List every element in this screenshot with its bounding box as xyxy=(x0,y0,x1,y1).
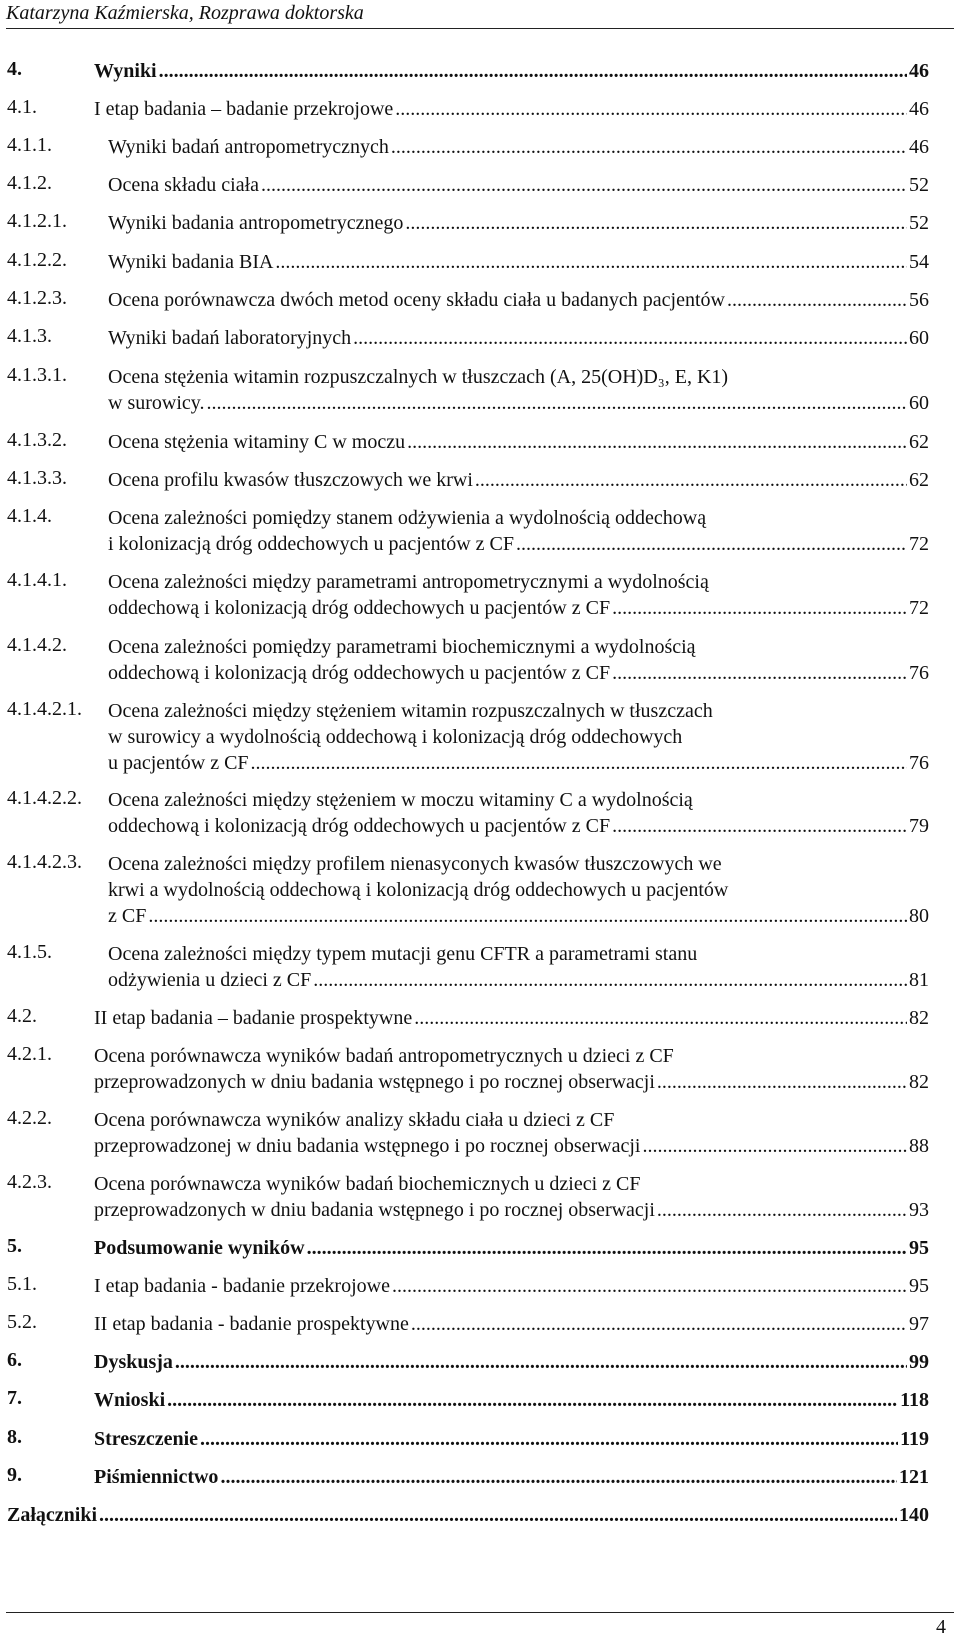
toc-entry-line: Podsumowanie wyników xyxy=(94,1237,305,1259)
toc-entry-number: 4.1.3.1. xyxy=(7,364,67,386)
toc-entry-title xyxy=(108,172,929,198)
toc-entry-number: 4.1.2.1. xyxy=(7,210,67,232)
toc-entry-title xyxy=(94,1426,929,1452)
toc-entry-line: Załączniki xyxy=(7,1504,98,1526)
toc-entry-title xyxy=(94,1311,929,1337)
toc-entry-line: I etap badania - badanie przekrojowe xyxy=(94,1275,390,1297)
toc-entry-line: Ocena zależności między typem mutacji genu CFTR a parametrami stanu xyxy=(108,943,698,965)
toc-entry-title xyxy=(94,1043,929,1095)
dot-leader xyxy=(407,429,907,455)
toc-entry-page: 80 xyxy=(909,905,929,927)
dot-leader xyxy=(392,1273,907,1299)
dot-leader xyxy=(353,325,907,351)
toc-entry-number: 7. xyxy=(7,1387,22,1409)
dot-leader xyxy=(612,660,907,686)
toc-entry-page: 56 xyxy=(909,289,929,311)
dot-leader xyxy=(642,1133,907,1159)
toc-entry-page: 99 xyxy=(909,1351,929,1373)
toc-entry-line: w surowicy. xyxy=(108,392,205,414)
toc-entry-page: 82 xyxy=(909,1071,929,1093)
toc-entry-page: 62 xyxy=(909,431,929,453)
toc-entry-title xyxy=(108,134,929,160)
toc-entry-number: 4.1.4.1. xyxy=(7,569,67,591)
toc-entry-line: Ocena zależności między stężeniem witamin rozpuszczalnych w tłuszczach xyxy=(108,700,713,722)
toc-entry-page: 81 xyxy=(909,969,929,991)
dot-leader xyxy=(275,249,907,275)
toc-entry-line: oddechową i kolonizacją dróg oddechowych u pacjentów z CF xyxy=(108,597,611,619)
toc-entry-number: 4.1.3. xyxy=(7,325,52,347)
dot-leader xyxy=(307,1235,907,1261)
dot-leader xyxy=(261,172,907,198)
toc-entry-number: 4.1.5. xyxy=(7,941,52,963)
toc-entry-title xyxy=(94,96,929,122)
toc-entry-line: Ocena porównawcza wyników badań antropometrycznych u dzieci z CF xyxy=(94,1045,674,1067)
toc-entry-page: 72 xyxy=(909,533,929,555)
toc-entry-line: przeprowadzonych w dniu badania wstępnego i po rocznej obserwacji xyxy=(94,1071,655,1093)
toc-entry-number: 4.1.4.2.1. xyxy=(7,698,82,720)
toc-entry-title xyxy=(108,787,929,839)
toc-entry-number: 5. xyxy=(7,1235,22,1257)
toc-entry-line: Streszczenie xyxy=(94,1428,199,1450)
toc-entry-title xyxy=(108,287,929,313)
toc-entry-line: oddechową i kolonizacją dróg oddechowych u pacjentów z CF xyxy=(108,815,611,837)
toc-entry-line: Ocena zależności między profilem nienasyconych kwasów tłuszczowych we xyxy=(108,853,722,875)
dot-leader xyxy=(395,96,907,122)
dot-leader xyxy=(99,1502,897,1528)
toc-entry-line: Ocena porównawcza dwóch metod oceny składu ciała u badanych pacjentów xyxy=(108,289,725,311)
toc-entry-number: 5.2. xyxy=(7,1311,37,1333)
toc-entry-page: 52 xyxy=(909,212,929,234)
toc-entry-title xyxy=(94,58,929,84)
toc-entry-page: 121 xyxy=(899,1466,929,1488)
toc-entry-title xyxy=(108,249,929,275)
dot-leader xyxy=(657,1197,907,1223)
toc-entry-line: krwi a wydolnością oddechową i kolonizacją dróg oddechowych u pacjentów xyxy=(108,879,729,901)
toc-entry-line: Ocena stężenia witaminy C w moczu xyxy=(108,431,406,453)
toc-entry-page: 118 xyxy=(900,1389,929,1411)
toc-entry-page: 62 xyxy=(909,469,929,491)
dot-leader xyxy=(313,967,907,993)
toc-entry-line: i kolonizacją dróg oddechowych u pacjentów z CF xyxy=(108,533,514,555)
toc-entry-line: Wyniki badań laboratoryjnych xyxy=(108,327,352,349)
toc-entry-number: 4.2.2. xyxy=(7,1107,52,1129)
dot-leader xyxy=(411,1311,907,1337)
toc-entry-page: 95 xyxy=(909,1237,929,1259)
toc-entry-number: 4.1.2.3. xyxy=(7,287,67,309)
dot-leader xyxy=(148,903,907,929)
toc-entry-title xyxy=(108,851,929,929)
toc-entry-page: 88 xyxy=(909,1135,929,1157)
toc-entry-number: 4.1.3.2. xyxy=(7,429,67,451)
toc-entry-line: Ocena porównawcza wyników analizy składu ciała u dzieci z CF xyxy=(94,1109,615,1131)
dot-leader xyxy=(405,210,907,236)
toc-entry-line: Wyniki badania antropometrycznego xyxy=(108,212,404,234)
toc-entry-line: u pacjentów z CF xyxy=(108,752,249,774)
toc-entry-line: Ocena składu ciała xyxy=(108,174,260,196)
toc-entry-line: Ocena profilu kwasów tłuszczowych we krwi xyxy=(108,469,473,491)
dot-leader xyxy=(475,467,907,493)
toc-entry-title xyxy=(108,467,929,493)
toc-entry-line: Wnioski xyxy=(94,1389,166,1411)
toc-entry-page: 52 xyxy=(909,174,929,196)
toc-entry-number: 4.2.3. xyxy=(7,1171,52,1193)
toc-entry-page: 119 xyxy=(900,1428,929,1450)
toc-entry-title xyxy=(108,941,929,993)
toc-entry-number: 8. xyxy=(7,1426,22,1448)
toc-entry-title xyxy=(7,1502,929,1528)
toc-entry-title xyxy=(94,1235,929,1261)
toc-entry-number: 4.1.2.2. xyxy=(7,249,67,271)
dot-leader xyxy=(167,1387,898,1413)
dot-leader xyxy=(251,750,907,776)
toc-entry-line: Wyniki xyxy=(94,60,157,82)
toc-entry-page: 76 xyxy=(909,752,929,774)
toc-entry-page: 79 xyxy=(909,815,929,837)
toc-entry-title xyxy=(108,569,929,621)
toc-entry-number: 4. xyxy=(7,58,22,80)
toc-entry-line: z CF xyxy=(108,905,147,927)
toc-entry-title xyxy=(108,634,929,686)
toc-entry-title xyxy=(94,1005,929,1031)
toc-entry-line: Piśmiennictwo xyxy=(94,1466,219,1488)
dot-leader xyxy=(220,1464,897,1490)
toc-entry-title xyxy=(108,210,929,236)
page-header xyxy=(6,0,954,29)
dot-leader xyxy=(657,1069,907,1095)
dot-leader xyxy=(414,1005,907,1031)
toc-entry-number: 4.1.2. xyxy=(7,172,52,194)
toc-entry-line: w surowicy a wydolnością oddechową i kolonizacją dróg oddechowych xyxy=(108,726,683,748)
toc-entry-line: Dyskusja xyxy=(94,1351,173,1373)
footer-divider xyxy=(6,1612,954,1613)
toc-entry-page: 95 xyxy=(909,1275,929,1297)
toc-entry-title xyxy=(108,325,929,351)
toc-entry-line: przeprowadzonych w dniu badania wstępnego i po rocznej obserwacji xyxy=(94,1199,655,1221)
toc-entry-line: I etap badania – badanie przekrojowe xyxy=(94,98,394,120)
toc-entry-title xyxy=(108,364,929,416)
toc-entry-page: 54 xyxy=(909,251,929,273)
toc-entry-title xyxy=(94,1464,929,1490)
toc-entry-line: II etap badania – badanie prospektywne xyxy=(94,1007,413,1029)
toc-entry-title xyxy=(108,698,929,776)
toc-entry-page: 72 xyxy=(909,597,929,619)
toc-entry-line: przeprowadzonej w dniu badania wstępnego i po rocznej obserwacji xyxy=(94,1135,641,1157)
dot-leader xyxy=(200,1426,898,1452)
toc-entry-number: 9. xyxy=(7,1464,22,1486)
toc-entry-title xyxy=(94,1349,929,1375)
toc-entry-number: 4.1.1. xyxy=(7,134,52,156)
dot-leader xyxy=(727,287,907,313)
toc-entry-line: II etap badania - badanie prospektywne xyxy=(94,1313,409,1335)
toc-entry-number: 4.2. xyxy=(7,1005,37,1027)
page-number: 4 xyxy=(936,1616,946,1638)
toc-entry-page: 60 xyxy=(909,327,929,349)
toc-entry-line: Ocena stężenia witamin rozpuszczalnych w tłuszczach (A, 25(OH)D₃, E, K1) xyxy=(108,366,729,388)
dot-leader xyxy=(175,1349,907,1375)
toc-entry-title xyxy=(94,1171,929,1223)
toc-entry-title xyxy=(108,429,929,455)
toc-entry-line: Ocena zależności między parametrami antropometrycznymi a wydolnością xyxy=(108,571,709,593)
toc-entry-number: 4.2.1. xyxy=(7,1043,52,1065)
toc-entry-line: Wyniki badania BIA xyxy=(108,251,274,273)
dot-leader xyxy=(516,531,907,557)
toc-entry-line: oddechową i kolonizacją dróg oddechowych u pacjentów z CF xyxy=(108,662,611,684)
toc-entry-page: 46 xyxy=(909,136,929,158)
toc-entry-number: 6. xyxy=(7,1349,22,1371)
toc-entry-page: 140 xyxy=(899,1504,929,1526)
toc-entry-number: 4.1.4. xyxy=(7,505,52,527)
toc-entry-page: 97 xyxy=(909,1313,929,1335)
toc-entry-line: odżywienia u dzieci z CF xyxy=(108,969,312,991)
toc-entry-line: Ocena zależności pomiędzy stanem odżywienia a wydolnością oddechową xyxy=(108,507,707,529)
toc-entry-page: 46 xyxy=(909,60,929,82)
toc-entry-line: Wyniki badań antropometrycznych xyxy=(108,136,389,158)
toc-entry-page: 76 xyxy=(909,662,929,684)
toc-entry-page: 82 xyxy=(909,1007,929,1029)
toc-entry-number: 4.1.4.2.2. xyxy=(7,787,82,809)
toc-entry-number: 4.1.4.2.3. xyxy=(7,851,82,873)
toc-entry-number: 4.1.4.2. xyxy=(7,634,67,656)
toc-entry-page: 93 xyxy=(909,1199,929,1221)
dot-leader xyxy=(612,813,907,839)
toc-entry-number: 4.1. xyxy=(7,96,37,118)
toc-entry-line: Ocena zależności pomiędzy parametrami biochemicznymi a wydolnością xyxy=(108,636,696,658)
toc-entry-title xyxy=(94,1107,929,1159)
dot-leader xyxy=(391,134,907,160)
toc-entry-number: 4.1.3.3. xyxy=(7,467,67,489)
toc-entry-page: 46 xyxy=(909,98,929,120)
toc-entry-line: Ocena porównawcza wyników badań biochemicznych u dzieci z CF xyxy=(94,1173,641,1195)
toc-entry-title xyxy=(94,1273,929,1299)
dot-leader xyxy=(612,595,907,621)
toc-entry-line: Ocena zależności między stężeniem w moczu witaminy C a wydolnością xyxy=(108,789,693,811)
dot-leader xyxy=(206,390,907,416)
toc-entry-page: 60 xyxy=(909,392,929,414)
toc-entry-title xyxy=(94,1387,929,1413)
dot-leader xyxy=(159,58,907,84)
header-title: Katarzyna Kaźmierska, Rozprawa doktorska xyxy=(6,2,364,24)
toc-entry-title xyxy=(108,505,929,557)
toc-entry-number: 5.1. xyxy=(7,1273,37,1295)
